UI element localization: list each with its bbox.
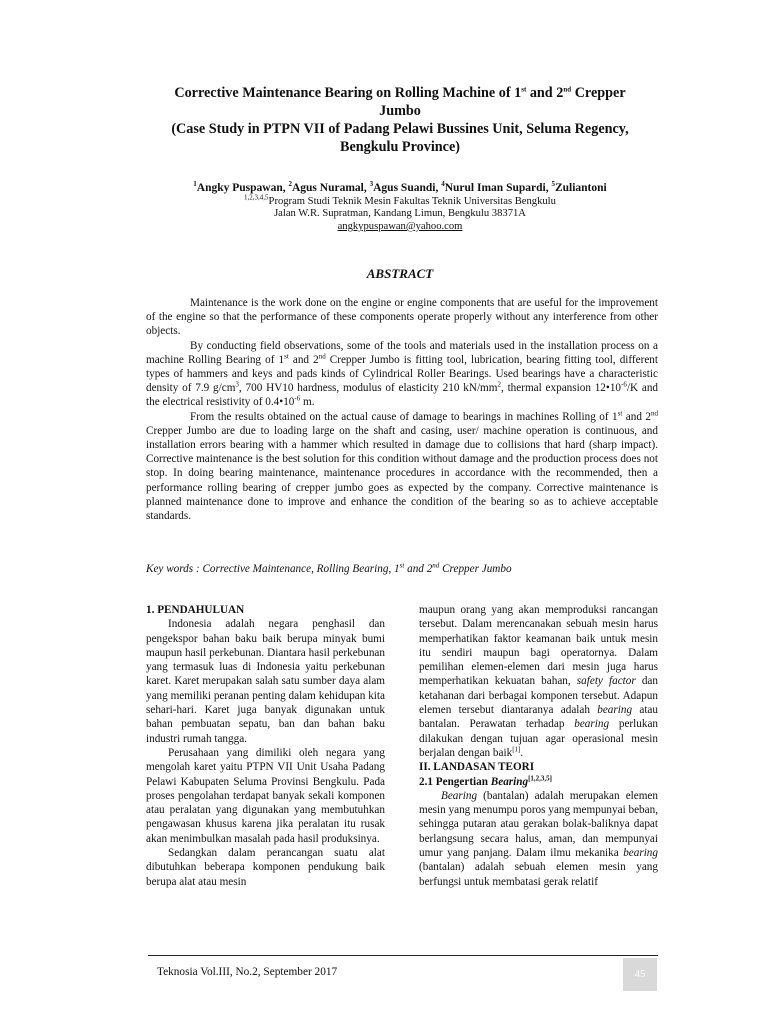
right-paragraph-1: maupun orang yang akan memproduksi rancangan tersebut. Dalam merencanakan sebuah mesin harus memperhatikan faktor keamanan baik untuk mesin itu sendiri maupun bagi operatornya. Dalam pemilihan elemen-elemen dari mesin juga harus memperhatikan kekuatan bahan, safety factor dan ketahanan dari berbagai komponen tersebut. Adapun elemen tersebut diantaranya adalah bearing atau bantalan. Perawatan terhadap bearing perlukan dilakukan dengan tujuan agar operasional mesin berjalan dengan baik[1]. bbox=[419, 604, 658, 759]
left-paragraph-2: Perusahaan yang dimiliki oleh negara yang mengolah karet yaitu PTPN VII Unit Usaha Padang Pelawi Kabupaten Seluma Provinsi Bengkulu. Pada proses pengolahan terdapat banyak sekali komponen atau peralatan yang digunakan yang membutuhkan pengawasan khusus karena jika peralatan itu rusak akan menimbulkan masalah pada hasil produksinya. bbox=[146, 746, 385, 845]
abstract-paragraph-2: By conducting field observations, some of the tools and materials used in the installation process on a machine Rolling Bearing of 1st and 2nd Crepper Jumbo is fitting tool, lubrication, bearing fitting tool, different types of hammers and keys and pads kinds of Cylindrical Roller Bearings. Used bearings have a characteristic density of 7.9 $g/cm^3$, 700 HV10 hardness, modulus of elasticity 210 $kN/mm^2$, thermal expansion $12•10^{-6}/K$ and the electrical resistivity of $0.4•10^{-6}$ m. bbox=[146, 339, 659, 409]
right-column bbox=[419, 603, 658, 889]
section-heading-pendahuluan: 1. PENDAHULUAN bbox=[146, 604, 245, 616]
page-number: 45 bbox=[623, 958, 657, 991]
author-number: 5 bbox=[551, 180, 555, 189]
footer-journal: Teknosia Vol.III, No.2, September 2017 bbox=[157, 966, 338, 978]
address: Jalan W.R. Supratman, Kandang Limun, Bengkulu 38371A bbox=[274, 208, 526, 219]
author-number: 2 bbox=[288, 180, 292, 189]
affiliation: $^{1,2,3,4,5}$Program Studi Teknik Mesin Fakultas Teknik Universitas Bengkulu bbox=[244, 193, 556, 207]
abstract-body bbox=[146, 296, 658, 523]
author-block bbox=[140, 181, 660, 233]
author-name: Angky Puspawan, bbox=[196, 182, 289, 194]
section-heading-landasan-teori: II. LANDASAN TEORI bbox=[419, 761, 535, 774]
author-number: 4 bbox=[441, 180, 445, 189]
subsection-heading-pengertian-bearing: 2.1 Pengertian Bearing[1,2,3,5] bbox=[419, 773, 553, 788]
author-number: 3 bbox=[369, 180, 374, 189]
author-email-link[interactable]: angkypuspawan@yahoo.com bbox=[337, 221, 463, 232]
keywords: Key words : Corrective Maintenance, Rolling Bearing, 1st and 2nd Crepper Jumbo bbox=[146, 561, 512, 575]
author-name: Nurul Iman Supardi, bbox=[444, 182, 552, 194]
author-name: Agus Suandi, bbox=[373, 182, 442, 194]
title-line-3: (Case Study in PTPN VII of Padang Pelawi Bussines Unit, Seluma Regency, bbox=[171, 121, 629, 137]
abstract-paragraph-3: From the results obtained on the actual cause of damage to bearings in machines Rolling of 1st and 2nd Crepper Jumbo are due to loading large on the shaft and casing, user/ machine operation is continuous, and installation errors bearing with a hammer which resulted in damage due to collisions that hard (sharp impact). Corrective maintenance is the best solution for this condition without damage and the production process does not stop. In doing bearing maintenance, maintenance procedures in accordance with the recommended, then a performance rolling bearing of crepper jumbo goes as expected by the company. Corrective maintenance is planned maintenance done to improve and enhance the condition of the bearing so as to achieve acceptable standards. bbox=[146, 408, 659, 523]
abstract-heading: ABSTRACT bbox=[366, 266, 434, 281]
title-line-1: Corrective Maintenance Bearing on Rolling Machine of 1st and 2nd Crepper bbox=[174, 85, 626, 101]
left-column bbox=[146, 603, 385, 889]
abstract-paragraph-1: Maintenance is the work done on the engine or engine components that are useful for the improvement of the engine so that the performance of these components operate properly without any interference from other objects. bbox=[146, 297, 658, 338]
author-names bbox=[140, 181, 660, 196]
left-paragraph-1: Indonesia adalah negara penghasil dan pengekspor bahan baku baik berupa minyak bumi maupun hasil perkebunan. Diantara hasil perkebunan yang termasuk luas di Indonesia yaitu perkebunan karet. Karet merupakan salah satu sumber daya alam yang memiliki peranan penting dalam kehidupan kita sehari-hari. Karet juga banyak digunakan untuk bahan pembuatan sepatu, ban dan bahan baku industri rumah tangga. bbox=[146, 618, 385, 745]
right-paragraph-2: Bearing (bantalan) adalah merupakan elemen mesin yang menumpu poros yang mempunyai beban, sehingga putaran atau gerakan bolak-baliknya dapat berlangsung secara halus, aman, dan mempunyai umur yang panjang. Dalam ilmu mekanika bearing (bantalan) adalah sebuah elemen mesin yang berfungsi untuk membatasi gerak relatif bbox=[419, 789, 658, 888]
paper-title bbox=[140, 84, 660, 156]
footer-divider bbox=[148, 955, 658, 956]
left-paragraph-3: Sedangkan dalam perancangan suatu alat dibutuhkan beberapa komponen pendukung baik berupa alat atau mesin bbox=[146, 847, 385, 888]
author-name: Zuliantoni bbox=[554, 182, 607, 194]
author-name: Agus Nuramal, bbox=[291, 182, 370, 194]
author-number: 1 bbox=[193, 180, 197, 189]
title-line-2: Jumbo bbox=[379, 103, 421, 119]
title-line-4: Bengkulu Province) bbox=[340, 139, 460, 155]
